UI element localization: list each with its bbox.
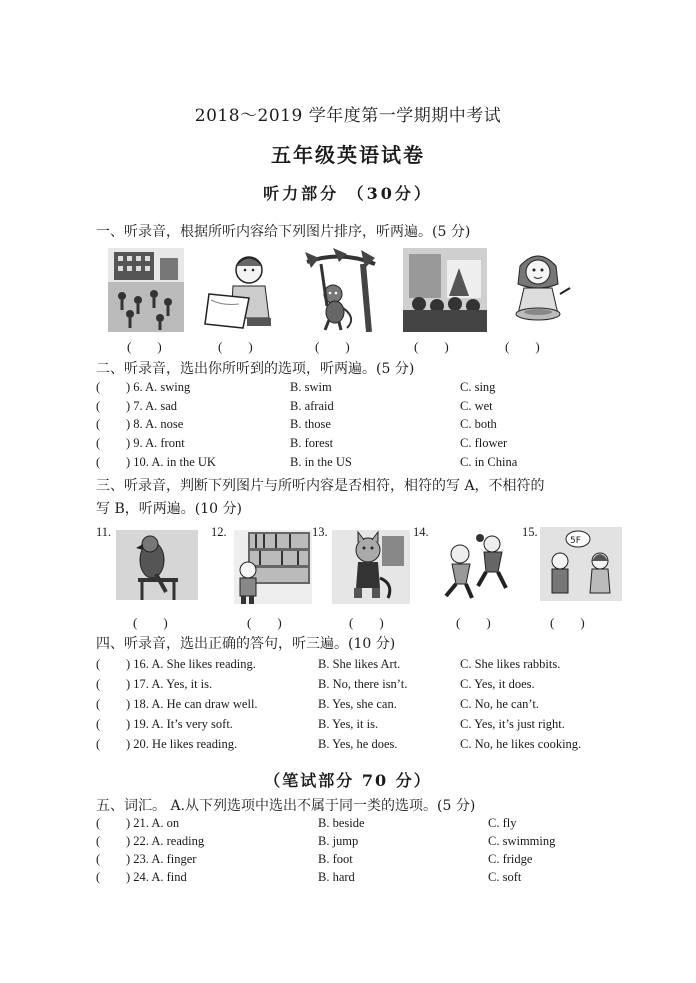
question-option-c: C. No, he can’t. — [460, 697, 539, 711]
question-option-a: ) 16. A. She likes reading. — [126, 657, 256, 671]
answer-paren[interactable]: ( — [96, 852, 101, 866]
question-option-a: ) 22. A. reading — [126, 834, 205, 848]
answer-blank[interactable]: ( ) — [456, 615, 491, 630]
girl-cooking-picture — [500, 248, 576, 332]
question-option-a: ) 6. A. swing — [126, 380, 191, 394]
boy-bookshelf-picture — [234, 530, 312, 604]
answer-blank[interactable]: ( ) — [127, 339, 162, 354]
answer-paren[interactable]: ( — [96, 380, 101, 394]
question-option-b: B. Yes, he does. — [318, 737, 398, 751]
section-3-title-line1: 三、听录音，判断下列图片与所听内容是否相符，相符的写 A，不相符的 — [96, 478, 545, 494]
question-option-a: ) 19. A. It’s very soft. — [126, 717, 233, 731]
question-option-c: C. Yes, it’s just right. — [460, 717, 565, 731]
question-option-b: B. No, there isn’t. — [318, 677, 408, 691]
answer-paren[interactable]: ( — [96, 816, 101, 830]
answer-blank[interactable]: ( ) — [505, 339, 540, 354]
question-option-c: C. Yes, it does. — [460, 677, 535, 691]
question-option-a: ) 10. A. in the UK — [126, 455, 216, 469]
question-option-b: B. Yes, she can. — [318, 697, 397, 711]
exam-period-title: 2018～2019 学年度第一学期期中考试 — [194, 106, 502, 126]
question-option-c: C. sing — [460, 380, 496, 394]
speech-bubble-text: 5F — [570, 536, 581, 546]
answer-paren[interactable]: ( — [96, 870, 101, 884]
answer-paren[interactable]: ( — [96, 399, 101, 413]
section-2-title: 二、听录音，选出你所听到的选项，听两遍。(5 分) — [96, 361, 415, 377]
question-option-c: C. fly — [488, 816, 517, 830]
answer-blank[interactable]: ( ) — [218, 339, 253, 354]
answer-paren[interactable]: ( — [96, 417, 101, 431]
answer-paren[interactable]: ( — [96, 677, 101, 691]
question-option-b: B. swim — [290, 380, 332, 394]
question-option-b: B. beside — [318, 816, 365, 830]
question-option-a: ) 24. A. find — [126, 870, 187, 884]
question-option-b: B. Yes, it is. — [318, 717, 379, 731]
question-option-a: ) 8. A. nose — [126, 417, 184, 431]
question-option-c: C. swimming — [488, 834, 556, 848]
question-option-c: C. She likes rabbits. — [460, 657, 561, 671]
question-option-c: C. flower — [460, 436, 508, 450]
question-option-a: ) 23. A. finger — [126, 852, 197, 866]
question-option-a: ) 9. A. front — [126, 436, 185, 450]
answer-paren[interactable]: ( — [96, 436, 101, 450]
question-option-b: B. hard — [318, 870, 355, 884]
question-option-b: B. in the US — [290, 455, 352, 469]
question-option-c: C. wet — [460, 399, 493, 413]
item-number: 12. — [211, 525, 227, 539]
question-option-b: B. jump — [318, 834, 359, 848]
answer-paren[interactable]: ( — [96, 697, 101, 711]
boys-playing-picture — [436, 530, 516, 600]
question-option-c: C. fridge — [488, 852, 533, 866]
item-number: 13. — [312, 525, 328, 539]
answer-blank[interactable]: ( ) — [349, 615, 384, 630]
boy-drawing-picture — [203, 248, 279, 332]
question-option-a: ) 20. He likes reading. — [126, 737, 238, 751]
answer-paren[interactable]: ( — [96, 834, 101, 848]
section-4-title: 四、听录音，选出正确的答句，听三遍。(10 分) — [96, 636, 396, 652]
answer-paren[interactable]: ( — [96, 657, 101, 671]
question-option-a: ) 17. A. Yes, it is. — [126, 677, 213, 691]
section-1-title: 一、听录音，根据所听内容给下列图片排序，听两遍。(5 分) — [96, 224, 471, 240]
cinema-audience-picture — [403, 248, 487, 332]
section-3-title-line2: 写 B，听两遍。(10 分) — [96, 501, 242, 517]
question-option-b: B. those — [290, 417, 331, 431]
question-option-b: B. She likes Art. — [318, 657, 401, 671]
item-number: 15. — [522, 525, 538, 539]
school-playground-picture — [108, 248, 184, 332]
question-option-c: C. in China — [460, 455, 518, 469]
answer-paren[interactable]: ( — [96, 717, 101, 731]
section-5-title: 五、词汇。 A.从下列选项中选出不属于同一类的选项。(5 分) — [96, 798, 476, 814]
answer-blank[interactable]: ( ) — [414, 339, 449, 354]
question-option-a: ) 21. A. on — [126, 816, 180, 830]
answer-blank[interactable]: ( ) — [550, 615, 585, 630]
exam-paper-title: 五年级英语试卷 — [271, 143, 425, 167]
item-number: 11. — [96, 525, 112, 539]
listening-part-title: 听力部分 （30分） — [263, 184, 433, 203]
answer-paren[interactable]: ( — [96, 737, 101, 751]
cat-picture — [332, 530, 410, 604]
written-part-title: （笔试部分 70 分） — [264, 771, 432, 790]
boy-girl-talking-picture — [540, 527, 622, 601]
answer-blank[interactable]: ( ) — [247, 615, 282, 630]
monkey-tree-picture — [303, 248, 379, 332]
question-option-c: C. both — [460, 417, 497, 431]
parrot-picture — [116, 530, 198, 600]
item-number: 14. — [413, 525, 429, 539]
answer-blank[interactable]: ( ) — [315, 339, 350, 354]
answer-paren[interactable]: ( — [96, 455, 101, 469]
question-option-a: ) 18. A. He can draw well. — [126, 697, 258, 711]
question-option-b: B. foot — [318, 852, 353, 866]
question-option-b: B. forest — [290, 436, 334, 450]
answer-blank[interactable]: ( ) — [133, 615, 168, 630]
question-option-b: B. afraid — [290, 399, 334, 413]
question-option-c: C. No, he likes cooking. — [460, 737, 582, 751]
question-option-c: C. soft — [488, 870, 522, 884]
question-option-a: ) 7. A. sad — [126, 399, 178, 413]
